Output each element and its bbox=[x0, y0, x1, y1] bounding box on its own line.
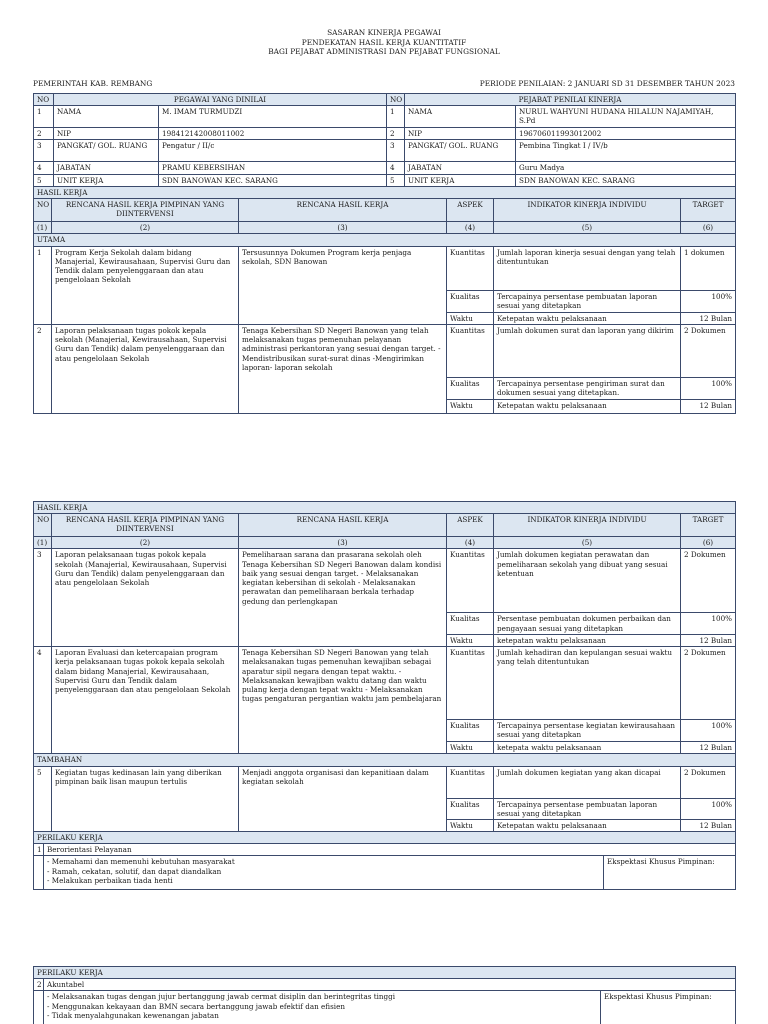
item-indikator: Jumlah dokumen kegiatan yang akan dicapai bbox=[494, 766, 681, 798]
item-aspek: Waktu bbox=[447, 819, 494, 831]
assessment-period: PERIODE PENILAIAN: 2 JANUARI SD 31 DESEMBER TAHUN 2023 bbox=[479, 79, 735, 88]
identity-no: 4 bbox=[387, 162, 405, 174]
identity-no: 2 bbox=[34, 128, 54, 140]
col-header-no: NO bbox=[34, 199, 52, 222]
behavior-no: 2 bbox=[34, 979, 44, 991]
table-row bbox=[34, 766, 736, 798]
item-indikator: Ketepatan waktu pelaksanaan bbox=[494, 819, 681, 831]
item-target: 2 Dokumen bbox=[681, 647, 736, 720]
header-title: SASARAN KINERJA PEGAWAI bbox=[327, 28, 441, 37]
item-indikator: ketepata waktu pelaksanaan bbox=[494, 742, 681, 754]
behavior-spacer bbox=[34, 991, 44, 1024]
item-aspek: Waktu bbox=[447, 742, 494, 754]
government-name: PEMERINTAH KAB. REMBANG bbox=[33, 79, 153, 88]
item-aspek: Kuantitas bbox=[447, 549, 494, 613]
item-pimpinan: Program Kerja Sekolah dalam bidang Manajerial, Kewirausahaan, Supervisi Guru dan Tendik dalam penyelenggaraan dan atau pengelolaan Sekolah bbox=[52, 246, 239, 324]
performance-table-1 bbox=[33, 186, 736, 414]
item-indikator: Tercapainya persentase pembuatan laporan sesuai yang ditetapkan bbox=[494, 290, 681, 312]
col-number: (4) bbox=[447, 537, 494, 549]
item-pimpinan: Laporan pelaksanaan tugas pokok kepala sekolah (Manajerial, Kewirausahaan, Supervisi Guru dan Tendik) dalam penyelenggaraan dan atau pengelolaan Sekolah bbox=[52, 324, 239, 413]
item-target: 12 Bulan bbox=[681, 742, 736, 754]
col-header-indikator: INDIKATOR KINERJA INDIVIDU bbox=[494, 514, 681, 537]
section-title: HASIL KERJA bbox=[34, 502, 736, 514]
behavior-point: - Melakukan perbaikan tiada henti bbox=[47, 875, 173, 885]
item-target: 100% bbox=[681, 377, 736, 399]
col-number: (3) bbox=[239, 537, 447, 549]
item-rencana: Menjadi anggota organisasi dan kepanitiaan dalam kegiatan sekolah bbox=[239, 766, 447, 832]
item-target: 100% bbox=[681, 798, 736, 819]
item-indikator: Jumlah dokumen kegiatan perawatan dan pemeliharaan sekolah yang dibuat yang sesuai ketentuan bbox=[494, 549, 681, 613]
evaluator-unit: SDN BANOWAN KEC. SARANG bbox=[516, 174, 736, 186]
col-header-no: NO bbox=[34, 514, 52, 537]
item-aspek: Kualitas bbox=[447, 613, 494, 634]
item-pimpinan: Laporan pelaksanaan tugas pokok kepala sekolah (Manajerial, Kewirausahaan, Supervisi Guru dan Tendik) dalam penyelenggaraan dan atau pengelolaan Sekolah bbox=[52, 549, 239, 647]
item-pimpinan: Laporan Evaluasi dan ketercapaian program kerja pelaksanaan tugas pokok kepala sekolah dalam bidang Manajerial, Kewirausahaan, Supervisi Guru dan Tendik dalam penyelenggaraan dan atau pengelolaan Sekolah bbox=[52, 647, 239, 754]
behavior-no: 1 bbox=[34, 844, 44, 856]
header-subtitle-2: BAGI PEJABAT ADMINISTRASI DAN PEJABAT FUNGSIONAL bbox=[268, 47, 500, 57]
col-number: (1) bbox=[34, 222, 52, 234]
identity-no-header-2: NO bbox=[387, 94, 405, 106]
column-header-row bbox=[34, 199, 736, 222]
behavior-point: - Melaksanakan tugas dengan jujur bertanggung jawab cermat disiplin dan berintegritas tinggi bbox=[47, 992, 396, 1002]
item-indikator: Jumlah laporan kinerja sesuai dengan yang telah ditentuntukan bbox=[494, 246, 681, 290]
behavior-points-row bbox=[34, 856, 736, 890]
item-target: 12 Bulan bbox=[681, 819, 736, 831]
leader-expectation-label: Ekspektasi Khusus Pimpinan: bbox=[601, 991, 736, 1024]
identity-no: 3 bbox=[387, 140, 405, 162]
col-number: (4) bbox=[447, 222, 494, 234]
item-indikator: Ketepatan waktu pelaksanaan bbox=[494, 312, 681, 324]
behavior-point: - Memahami dan memenuhi kebutuhan masyarakat bbox=[47, 857, 235, 867]
document-header bbox=[0, 28, 768, 57]
subsection-utama: UTAMA bbox=[34, 234, 736, 246]
item-no: 5 bbox=[34, 766, 52, 832]
identity-label: PANGKAT/ GOL. RUANG bbox=[54, 140, 159, 162]
col-header-aspek: ASPEK bbox=[447, 199, 494, 222]
item-indikator: Tercapainya persentase kegiatan kewirausahaan sesuai yang ditetapkan bbox=[494, 720, 681, 742]
identity-row bbox=[34, 174, 736, 186]
item-no: 4 bbox=[34, 647, 52, 754]
evaluator-name: NURUL WAHYUNI HUDANA HILALUN NAJAMIYAH, S.Pd bbox=[516, 106, 736, 128]
section-title: HASIL KERJA bbox=[34, 187, 736, 199]
item-aspek: Kualitas bbox=[447, 720, 494, 742]
table-row bbox=[34, 246, 736, 290]
col-header-rencana: RENCANA HASIL KERJA bbox=[239, 514, 447, 537]
identity-no: 3 bbox=[34, 140, 54, 162]
identity-header-row bbox=[34, 94, 736, 106]
behavior-table-1 bbox=[33, 831, 736, 890]
identity-no: 5 bbox=[34, 174, 54, 186]
item-indikator: Jumlah kehadiran dan kepulangan sesuai waktu yang telah ditentuntukan bbox=[494, 647, 681, 720]
identity-no: 5 bbox=[387, 174, 405, 186]
header-subtitle: PENDEKATAN HASIL KERJA KUANTITATIF bbox=[301, 37, 467, 47]
behavior-point: - Menggunakan kekayaan dan BMN secara bertanggung jawab efektif dan efisien bbox=[47, 1001, 345, 1011]
identity-no-header: NO bbox=[34, 94, 54, 106]
section-row bbox=[34, 502, 736, 514]
column-header-row bbox=[34, 514, 736, 537]
item-rencana: Tenaga Kebersihan SD Negeri Banowan yang telah melaksanakan tugas pemenuhan kewajiban sebagai aparatur sipil negara dengan tepat waktu. - Melaksanakan kewajiban waktu datang dan waktu pulang kerja dengan tepat waktu - Melaksanakan tugas pengaturan pergantian waktu jam pembelajaran bbox=[239, 647, 447, 754]
identity-label: PANGKAT/ GOL. RUANG bbox=[405, 140, 516, 162]
section-row bbox=[34, 832, 736, 844]
item-target: 12 Bulan bbox=[681, 634, 736, 646]
identity-label: UNIT KERJA bbox=[54, 174, 159, 186]
table-row bbox=[34, 549, 736, 613]
item-target: 2 Dokumen bbox=[681, 324, 736, 377]
col-header-rencana: RENCANA HASIL KERJA bbox=[239, 199, 447, 222]
identity-row bbox=[34, 128, 736, 140]
evaluated-employee-header: PEGAWAI YANG DINILAI bbox=[54, 94, 387, 106]
behavior-point: - Tidak menyalahgunakan kewenangan jabatan bbox=[47, 1010, 219, 1020]
col-header-target: TARGET bbox=[681, 199, 736, 222]
behavior-title: Akuntabel bbox=[44, 979, 736, 991]
section-row bbox=[34, 187, 736, 199]
col-number: (6) bbox=[681, 537, 736, 549]
item-aspek: Waktu bbox=[447, 634, 494, 646]
behavior-point: - Ramah, cekatan, solutif, dan dapat diandalkan bbox=[47, 866, 222, 876]
identity-label: JABATAN bbox=[54, 162, 159, 174]
subsection-row bbox=[34, 754, 736, 766]
column-number-row bbox=[34, 222, 736, 234]
evaluator-header: PEJABAT PENILAI KINERJA bbox=[405, 94, 736, 106]
item-no: 3 bbox=[34, 549, 52, 647]
item-indikator: Jumlah dokumen surat dan laporan yang dikirim bbox=[494, 324, 681, 377]
subsection-row bbox=[34, 234, 736, 246]
col-number: (1) bbox=[34, 537, 52, 549]
table-row bbox=[34, 324, 736, 377]
col-number: (2) bbox=[52, 537, 239, 549]
identity-row bbox=[34, 106, 736, 128]
col-number: (3) bbox=[239, 222, 447, 234]
item-indikator: Ketepatan waktu pelaksanaan bbox=[494, 399, 681, 413]
behavior-title-row bbox=[34, 844, 736, 856]
identity-label: NAMA bbox=[54, 106, 159, 128]
item-no: 1 bbox=[34, 246, 52, 324]
item-target: 12 Bulan bbox=[681, 399, 736, 413]
item-no: 2 bbox=[34, 324, 52, 413]
item-aspek: Kuantitas bbox=[447, 324, 494, 377]
col-number: (2) bbox=[52, 222, 239, 234]
item-target: 1 dokumen bbox=[681, 246, 736, 290]
col-number: (5) bbox=[494, 222, 681, 234]
identity-label: NIP bbox=[405, 128, 516, 140]
table-row bbox=[34, 647, 736, 720]
performance-table-2 bbox=[33, 501, 736, 832]
behavior-table-2 bbox=[33, 966, 736, 1024]
col-header-aspek: ASPEK bbox=[447, 514, 494, 537]
item-rencana: Pemeliharaan sarana dan prasarana sekolah oleh Tenaga Kebersihan SD Negeri Banowan dalam kondisi baik yang sesuai dengan target. - Melaksanakan kegiatan kebersihan di sekolah - Melaksanakan perawatan dan pemeliharaan berkala terhadap gedung dan perlengkapan bbox=[239, 549, 447, 647]
employee-rank: Pengatur / II/c bbox=[159, 140, 387, 162]
identity-no: 1 bbox=[34, 106, 54, 128]
behavior-title-row bbox=[34, 979, 736, 991]
item-indikator: ketepatan waktu pelaksanaan bbox=[494, 634, 681, 646]
col-number: (6) bbox=[681, 222, 736, 234]
col-header-pimpinan: RENCANA HASIL KERJA PIMPINAN YANG DIINTERVENSI bbox=[52, 199, 239, 222]
item-pimpinan: Kegiatan tugas kedinasan lain yang diberikan pimpinan baik lisan maupun tertulis bbox=[52, 766, 239, 832]
evaluator-rank: Pembina Tingkat I / IV/b bbox=[516, 140, 736, 162]
behavior-points-row bbox=[34, 991, 736, 1024]
item-target: 100% bbox=[681, 720, 736, 742]
column-number-row bbox=[34, 537, 736, 549]
col-header-target: TARGET bbox=[681, 514, 736, 537]
item-indikator: Tercapainya persentase pengiriman surat dan dokumen sesuai yang ditetapkan. bbox=[494, 377, 681, 399]
behavior-points bbox=[44, 856, 604, 890]
employee-name: M. IMAM TURMUDZI bbox=[159, 106, 387, 128]
item-target: 100% bbox=[681, 613, 736, 634]
item-aspek: Kuantitas bbox=[447, 647, 494, 720]
item-rencana: Tenaga Kebersihan SD Negeri Banowan yang telah melaksanakan tugas pemenuhan pelayanan administrasi perkantoran yang sesuai dengan target. - Mendistribusikan surat-surat dinas -Mengirimkan laporan- laporan sekolah bbox=[239, 324, 447, 413]
item-target: 2 Dokumen bbox=[681, 766, 736, 798]
section-title: PERILAKU KERJA bbox=[34, 832, 736, 844]
item-aspek: Kuantitas bbox=[447, 766, 494, 798]
item-aspek: Waktu bbox=[447, 312, 494, 324]
identity-row bbox=[34, 162, 736, 174]
item-aspek: Kualitas bbox=[447, 798, 494, 819]
item-aspek: Kualitas bbox=[447, 377, 494, 399]
identity-row bbox=[34, 140, 736, 162]
identity-table bbox=[33, 93, 736, 187]
evaluator-position: Guru Madya bbox=[516, 162, 736, 174]
identity-label: NIP bbox=[54, 128, 159, 140]
identity-no: 2 bbox=[387, 128, 405, 140]
identity-no: 1 bbox=[387, 106, 405, 128]
subsection-tambahan: TAMBAHAN bbox=[34, 754, 736, 766]
identity-label: UNIT KERJA bbox=[405, 174, 516, 186]
item-aspek: Kuantitas bbox=[447, 246, 494, 290]
section-title: PERILAKU KERJA bbox=[34, 967, 736, 979]
evaluator-nip: 196706011993012002 bbox=[516, 128, 736, 140]
col-header-indikator: INDIKATOR KINERJA INDIVIDU bbox=[494, 199, 681, 222]
behavior-spacer bbox=[34, 856, 44, 890]
behavior-title: Berorientasi Pelayanan bbox=[44, 844, 736, 856]
item-rencana: Tersusunnya Dokumen Program kerja penjaga sekolah, SDN Banowan bbox=[239, 246, 447, 324]
employee-position: PRAMU KEBERSIHAN bbox=[159, 162, 387, 174]
item-indikator: Tercapainya persentase pembuatan laporan sesuai yang ditetapkan bbox=[494, 798, 681, 819]
item-indikator: Persentase pembuatan dokumen perbaikan dan pengayaan sesuai yang ditetapkan bbox=[494, 613, 681, 634]
leader-expectation-label: Ekspektasi Khusus Pimpinan: bbox=[604, 856, 736, 890]
item-target: 12 Bulan bbox=[681, 312, 736, 324]
item-target: 100% bbox=[681, 290, 736, 312]
section-row bbox=[34, 967, 736, 979]
item-aspek: Kualitas bbox=[447, 290, 494, 312]
col-number: (5) bbox=[494, 537, 681, 549]
employee-unit: SDN BANOWAN KEC. SARANG bbox=[159, 174, 387, 186]
item-target: 2 Dokumen bbox=[681, 549, 736, 613]
identity-no: 4 bbox=[34, 162, 54, 174]
behavior-points bbox=[44, 991, 601, 1024]
col-header-pimpinan: RENCANA HASIL KERJA PIMPINAN YANG DIINTERVENSI bbox=[52, 514, 239, 537]
identity-label: NAMA bbox=[405, 106, 516, 128]
employee-nip: 198412142008011002 bbox=[159, 128, 387, 140]
item-aspek: Waktu bbox=[447, 399, 494, 413]
identity-label: JABATAN bbox=[405, 162, 516, 174]
